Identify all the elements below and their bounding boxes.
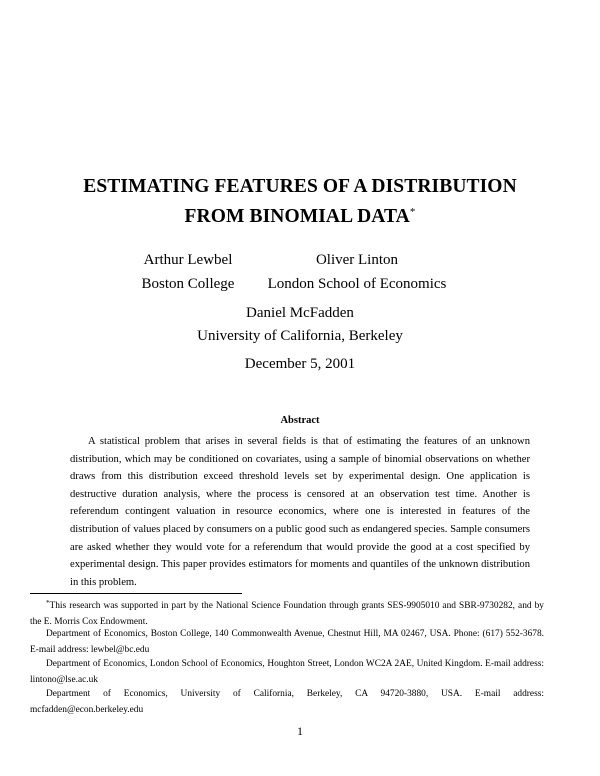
footnote-marker: *	[46, 599, 50, 607]
page-number: 1	[297, 724, 303, 738]
author-affiliation-mcfadden: University of California, Berkeley	[197, 328, 403, 344]
author-affiliation-linton: London School of Economics	[267, 276, 447, 292]
footnote-mcfadden-address: Department of Economics, University of California, Berkeley, CA 94720-3880, USA. E-mail address: mcfadden@econ.berkeley.edu	[30, 689, 544, 715]
footnote-funding	[30, 596, 544, 630]
footnote-rule	[30, 593, 242, 594]
author-name-linton: Oliver Linton	[315, 252, 399, 268]
paper-date: December 5, 2001	[244, 356, 356, 372]
author-name-mcfadden: Daniel McFadden	[246, 305, 354, 321]
paper-title-line-2	[0, 206, 600, 228]
author-name-lewbel: Arthur Lewbel	[143, 252, 233, 268]
paper-title-text: FROM BINOMIAL DATA	[184, 206, 410, 227]
footnote-lewbel-address: Department of Economics, Boston College, 140 Commonwealth Avenue, Chestnut Hill, MA 02467, USA. Phone: (617) 552-3678. E-mail address: lewbel@bc.edu	[30, 629, 544, 655]
abstract-text: A statistical problem that arises in several fields is that of estimating the features of an unknown distribution, which may be conditioned on covariates, using a sample of binomial observations on whether draws from this distribution exceed threshold levels set by experimental design. One application is destructive duration analysis, where the process is censored at an observation test time. Another is referendum contingent valuation in resource economics, where one is interested in features of the distribution of values placed by consumers on a public good such as endangered species. Sample consumers are asked whether they would vote for a referendum that would provide the good at a cost specified by experimental design. This paper provides estimators for moments and quantiles of the unknown distribution in this problem.	[70, 436, 530, 588]
paper-title-line-1: ESTIMATING FEATURES OF A DISTRIBUTION	[83, 176, 517, 197]
author-affiliation-lewbel: Boston College	[141, 276, 235, 292]
footnote-linton-address: Department of Economics, London School of Economics, Houghton Street, London WC2A 2AE, United Kingdom. E-mail address: lintono@lse.ac.uk	[30, 659, 544, 685]
title-footnote-marker: *	[409, 206, 416, 218]
abstract-heading: Abstract	[280, 415, 320, 426]
footnote-funding-text: This research was supported in part by the National Science Foundation through grants SES-9905010 and SBR-9730282, and by the E. Morris Cox Endowment.	[30, 601, 544, 627]
